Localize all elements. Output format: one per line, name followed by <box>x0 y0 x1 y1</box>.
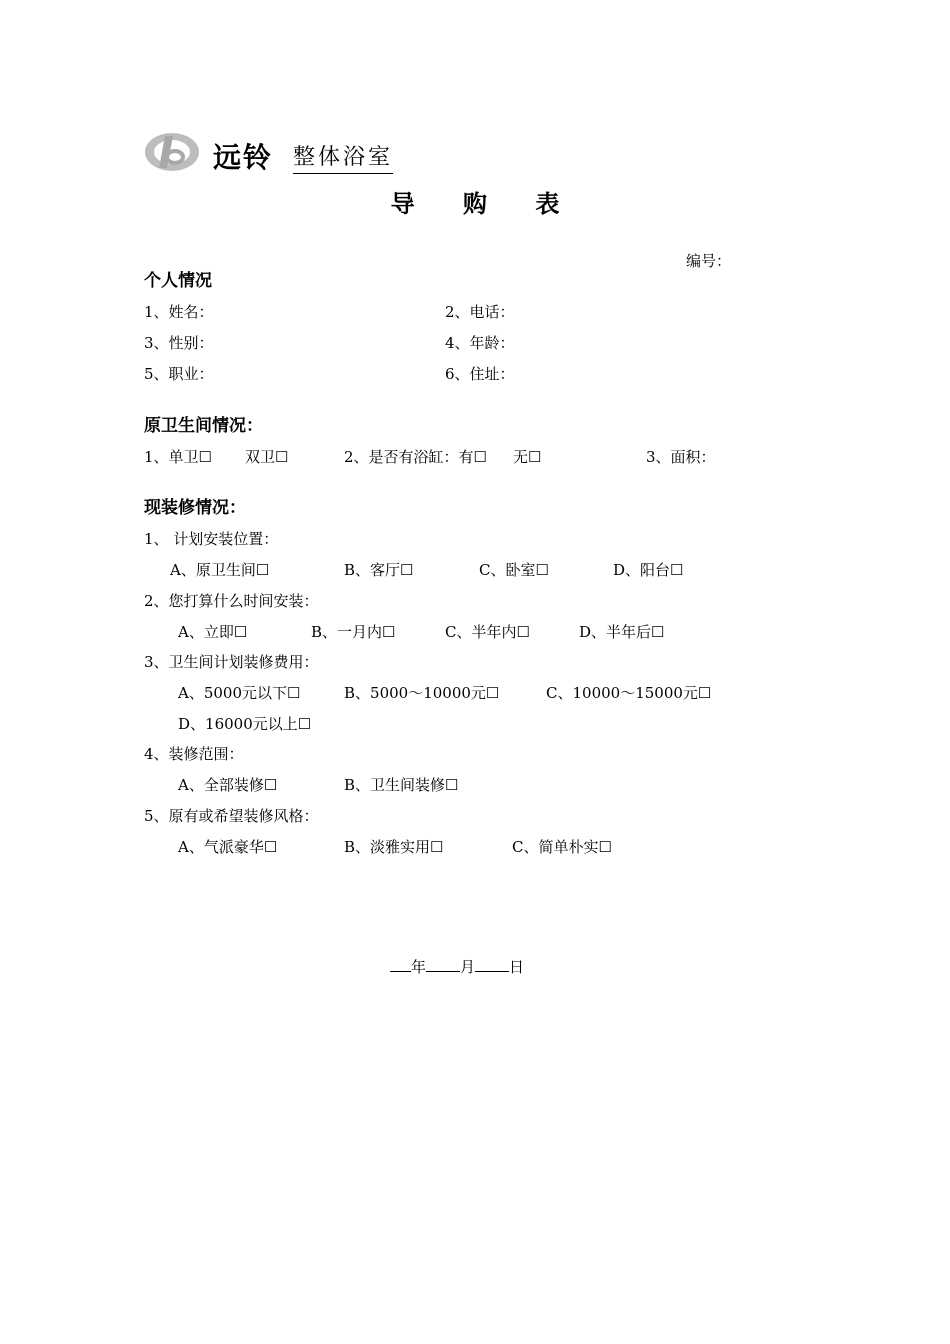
section-renovation-heading: 现装修情况： <box>144 498 246 518</box>
option-no-bathtub: 无☐ <box>513 448 542 466</box>
brand-mark-icon <box>143 130 201 174</box>
option-budget-b: B、5000～10000元☐ <box>344 684 500 702</box>
option-style-a: A、气派豪华☐ <box>178 838 278 856</box>
brand-name: 远铃 <box>213 141 274 174</box>
question-timing: 2、您打算什么时间安装： <box>144 592 319 610</box>
date-day-label: 日 <box>509 958 525 976</box>
option-style-b: B、淡雅实用☐ <box>344 838 444 856</box>
option-scope-b: B、卫生间装修☐ <box>344 776 459 794</box>
date-year-label: 年 <box>411 958 427 976</box>
document-title: 导 购 表 <box>390 190 580 218</box>
option-single-bathroom: 1、单卫☐ <box>144 448 212 466</box>
section-bathroom-heading: 原卫生间情况： <box>144 416 263 436</box>
question-location: 1、 计划安装位置： <box>144 530 279 548</box>
option-timing-b: B、一月内☐ <box>311 623 396 641</box>
date-line <box>390 957 524 975</box>
field-gender: 3、性别： <box>144 334 214 352</box>
option-scope-a: A、全部装修☐ <box>178 776 278 794</box>
brand-subtitle: 整体浴室 <box>293 140 393 174</box>
field-occupation: 5、职业： <box>144 365 214 383</box>
option-budget-d: D、16000元以上☐ <box>178 715 312 733</box>
question-budget: 3、卫生间计划装修费用： <box>144 653 319 671</box>
option-style-c: C、简单朴实☐ <box>512 838 612 856</box>
option-timing-c: C、半年内☐ <box>445 623 530 641</box>
serial-number-label: 编号： <box>686 252 732 270</box>
question-style: 5、原有或希望装修风格： <box>144 807 319 825</box>
option-location-a: A、原卫生间☐ <box>170 561 270 579</box>
date-year-blank <box>390 957 411 972</box>
option-timing-a: A、立即☐ <box>178 623 248 641</box>
brand-logo <box>143 128 403 176</box>
option-double-bathroom: 双卫☐ <box>245 448 289 466</box>
field-phone: 2、电话： <box>445 303 515 321</box>
date-month-label: 月 <box>460 958 476 976</box>
field-address: 6、住址： <box>445 365 515 383</box>
option-location-b: B、客厅☐ <box>344 561 414 579</box>
option-timing-d: D、半年后☐ <box>579 623 665 641</box>
option-budget-c: C、10000～15000元☐ <box>546 684 712 702</box>
field-area: 3、面积： <box>646 448 716 466</box>
option-location-d: D、阳台☐ <box>613 561 684 579</box>
field-age: 4、年龄： <box>445 334 515 352</box>
option-location-c: C、卧室☐ <box>479 561 549 579</box>
date-month-blank <box>426 957 460 972</box>
section-personal-heading: 个人情况 <box>144 271 212 291</box>
date-day-blank <box>475 957 509 972</box>
option-has-bathtub: 2、是否有浴缸：有☐ <box>344 448 487 466</box>
field-name: 1、姓名： <box>144 303 214 321</box>
option-budget-a: A、5000元以下☐ <box>178 684 301 702</box>
question-scope: 4、装修范围： <box>144 745 244 763</box>
